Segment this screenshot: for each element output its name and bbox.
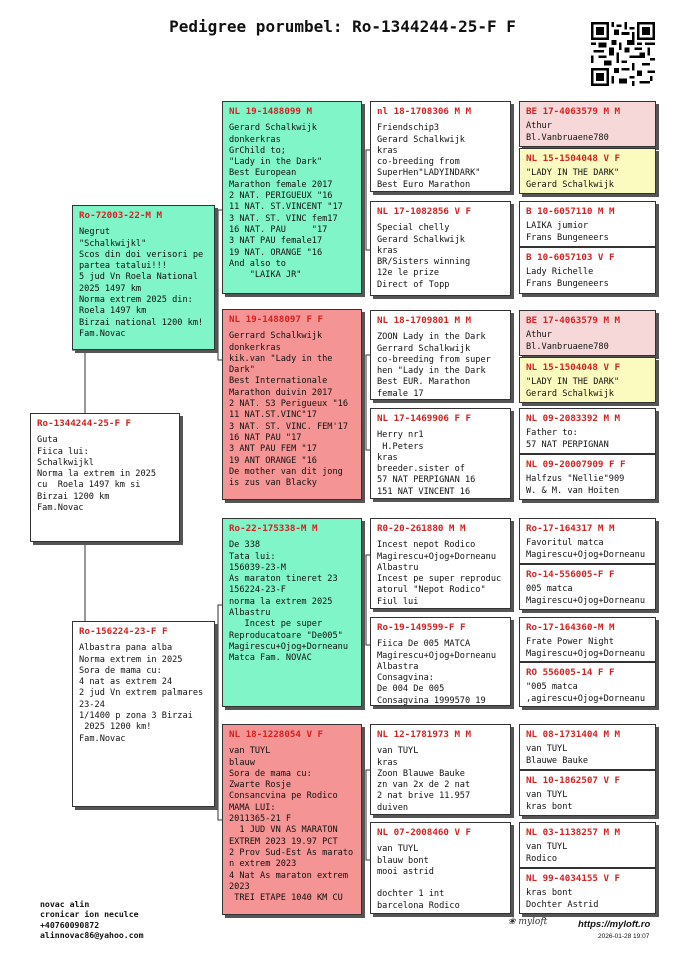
father-card[interactable]: [72, 205, 215, 350]
gen5-card[interactable]: [519, 357, 656, 403]
gen3-ring: NL 18-1228054 V F: [229, 729, 324, 740]
gen5-card[interactable]: [519, 247, 656, 294]
gen5-card[interactable]: [519, 518, 656, 564]
gen3-card[interactable]: [222, 724, 362, 915]
gen5-ring: NL 10-1862507 V F: [526, 775, 621, 786]
gen4-card[interactable]: [370, 617, 511, 706]
gen3-ring: NL 19-1488097 F F: [229, 314, 324, 325]
gen5-card[interactable]: [519, 454, 656, 500]
owner-name: novac alin: [40, 899, 90, 909]
gen4-text: ZOON Lady in the Dark Gerrard Schalkwijk co-breeding from super hen "Lady in the Dark Best EUR. Marathon female 17: [377, 332, 491, 399]
gen3-card[interactable]: [222, 309, 362, 500]
logo-text: myloft: [518, 917, 548, 927]
gen4-ring: R0-20-261880 M M: [377, 523, 466, 534]
gen4-card[interactable]: [370, 518, 511, 609]
gen5-ring: NL 08-1731404 M M: [526, 729, 621, 740]
owner-phone: +40760090872: [40, 919, 100, 930]
subject-ring: Ro-1344244-25-F F: [37, 418, 132, 429]
gen4-text: van TUYL blauw bont mooi astrid dochter 1 int barcelona Rodico: [377, 844, 460, 911]
gen5-ring: NL 09-2083392 M M: [526, 413, 621, 424]
mother-card[interactable]: [72, 621, 215, 807]
gen5-text: Father to: 57 NAT PERPIGNAN: [526, 428, 609, 450]
subject-text: Guta Fiica lui: Schalkwijkl Norma la extrem in 2025 cu Roela 1497 km si Birzai 1200 km Fam.Novac: [37, 435, 156, 514]
page-title: Pedigree porumbel: Ro-1344244-25-F F: [169, 17, 516, 36]
mother-text: Albastra pana alba Norma extrem in 2025 Sora de mama cu: 4 nat as extrem 24 2 jud Vn extrem palmares 23-24 1/1400 p zona 3 Birzai 2025 1200 km! Fam.Novac: [79, 643, 204, 744]
gen4-text: van TUYL kras Zoon Blauwe Bauke zn van 2x de 2 nat 2 nat brive 11.957 duiven: [377, 746, 471, 813]
mother-ring: Ro-156224-23-F F: [79, 626, 168, 637]
gen5-text: 005 matca Magirescu+Ojog+Dorneanu: [526, 584, 645, 606]
owner-line2: cronicar ion neculce: [40, 909, 139, 920]
gen4-ring: NL 12-1781973 M M: [377, 729, 472, 740]
gen5-text: van TUYL Rodico: [526, 842, 568, 864]
gen5-ring: Ro-14-556005-F F: [526, 569, 615, 580]
gen5-card[interactable]: [519, 101, 656, 147]
gen3-card[interactable]: [222, 101, 362, 294]
gen3-text: van TUYL blauw Sora de mama cu: Zwarte Rosje Consancvina pe Rodico MAMA LUI: 2011365-21 F 1 JUD VN AS MARATON EXTREM 2023 19.97 PCT 2 Prov Sud-Est As marato n extrem 2023 4 Nat As maraton extrem 2023 TREI ETAPE 1040 KM CU: [229, 746, 354, 904]
gen4-text: Special chelly Gerard Schalkwijk kras BR/Sisters winning 12e le prize Direct of Topp: [377, 223, 471, 290]
gen5-ring: B 10-6057110 M M: [526, 206, 615, 217]
gen5-ring: NL 15-1504048 V F: [526, 153, 621, 164]
owner-info: [40, 899, 144, 941]
gen5-text: Lady Richelle Frans Bungeneers: [526, 267, 609, 289]
gen3-card[interactable]: [222, 518, 362, 707]
footer-url[interactable]: https://myloft.ro: [578, 919, 651, 930]
gen5-ring: BE 17-4063579 M M: [526, 106, 621, 117]
father-ring: Ro-72003-22-M M: [79, 210, 162, 221]
footer-date: 2026-01-28 19:07: [598, 933, 650, 940]
gen5-text: van TUYL Blauwe Bauke: [526, 744, 589, 766]
owner-email[interactable]: alinnovac86@yahoo.com: [40, 930, 144, 941]
gen4-card[interactable]: [370, 201, 511, 296]
gen5-text: Favoritul matca Magirescu+Ojog+Dorneanu: [526, 538, 645, 560]
gen4-ring: NL 18-1709801 M M: [377, 315, 472, 326]
gen5-card[interactable]: [519, 662, 656, 707]
gen5-ring: Ro-17-164317 M M: [526, 523, 615, 534]
gen3-text: Gerard Schalkwijk donkerkras GrChild to; "Lady in the Dark" Best European Marathon female 2017 2 NAT. PERIGUEUX "16 11 NAT. ST.VINCENT "17 3 NAT. ST. VINC fem17 16 NAT. PAU "17 3 NAT PAU female17 19 NAT. ORANGE "16 And also to "LAIKA JR": [229, 123, 343, 281]
gen4-text: Friendschip3 Gerard Schalkwijk kras co-breeding from SuperHen"LADYINDARK" Best Euro Marathon: [377, 123, 481, 190]
gen4-text: Incest nepot Rodico Magirescu+Ojog+Dorneanu Albastru Incest pe super reproduc atorul "Nepot Rodico" Fiul lui: [377, 540, 502, 607]
gen5-card[interactable]: [519, 617, 656, 662]
gen5-ring: NL 15-1504048 V F: [526, 362, 621, 373]
gen5-text: Athur Bl.Vanbruaene780: [526, 121, 609, 143]
gen5-text: van TUYL kras bont: [526, 790, 573, 812]
gen5-text: "LADY IN THE DARK" Gerard Schalkwijk: [526, 377, 620, 399]
gen5-card[interactable]: [519, 148, 656, 194]
gen3-text: Gerrard Schalkwijk donkerkras kik.van "Lady in the Dark" Best Internationale Marathon duivin 2017 2 NAT. S3 Perigueux "16 11 NAT.ST.VINC"17 3 NAT. ST. VINC. FEM'17 16 NAT PAU "17 3 ANT PAU FEM "17 19 ANT ORANGE "16 De mother van dit jong is zus van Blacky: [229, 331, 348, 489]
gen5-text: Athur Bl.Vanbruaene780: [526, 330, 609, 352]
gen4-card[interactable]: [370, 724, 511, 815]
myloft-logo: [508, 917, 547, 927]
gen3-text: De 338 Tata lui: 156039-23-M As maraton tineret 23 156224-23-F norma la extrem 2025 Albastru Incest pe super Reproducatoare "De005" Magirescu+Ojog+Dorneanu Matca Fam. NOVAC: [229, 540, 348, 664]
gen5-text: "005 matca ,agirescu+Ojog+Dorneanu: [526, 682, 645, 704]
gen5-ring: NL 03-1138257 M M: [526, 827, 621, 838]
gen5-text: kras bont Dochter Astrid: [526, 888, 599, 910]
gen5-text: Halfzus "Nellie"909 W. & M. van Hoiten: [526, 474, 625, 496]
gen5-ring: B 10-6057103 V F: [526, 252, 615, 263]
gen4-card[interactable]: [370, 408, 511, 499]
gen4-card[interactable]: [370, 101, 511, 192]
gen5-ring: RO 556005-14 F F: [526, 667, 615, 678]
gen5-card[interactable]: [519, 868, 656, 914]
gen5-text: LAIKA jumior Frans Bungeneers: [526, 221, 609, 243]
gen4-card[interactable]: [370, 822, 511, 914]
gen5-card[interactable]: [519, 201, 656, 247]
gen4-card[interactable]: [370, 310, 511, 400]
gen4-ring: NL 07-2008460 V F: [377, 827, 472, 838]
gen3-ring: NL 19-1488099 M: [229, 106, 312, 117]
gen5-card[interactable]: [519, 822, 656, 868]
gen5-ring: NL 99-4034155 V F: [526, 873, 621, 884]
gen5-ring: BE 17-4063579 M M: [526, 315, 621, 326]
gen5-ring: NL 09-20007909 F F: [526, 459, 626, 470]
gen3-ring: Ro-22-175338-M M: [229, 523, 318, 534]
gen4-ring: NL 17-1469906 F F: [377, 413, 472, 424]
gen4-ring: Ro-19-149599-F F: [377, 622, 466, 633]
father-text: Negrut "Schalkwijkl" Scos din doi verisori pe partea tatalui!!! 5 jud Vn Roela National 2025 1497 km Norma extrem 2025 din: Roela 1497 km Birzai national 1200 km! Fam.Novac: [79, 227, 204, 339]
subject-card[interactable]: [30, 413, 180, 542]
gen5-card[interactable]: [519, 564, 656, 610]
pigeon-icon: ❀: [508, 917, 516, 927]
gen4-ring: NL 17-1082856 V F: [377, 206, 472, 217]
gen5-ring: Ro-17-164360-M M: [526, 622, 615, 633]
gen5-card[interactable]: [519, 408, 656, 454]
gen5-card[interactable]: [519, 770, 656, 816]
gen4-text: Fiica De 005 MATCA Magirescu+Ojog+Dorneanu Albastra Consagvina: De 004 De 005 Consagvina 1999570 19: [377, 639, 496, 706]
gen5-card[interactable]: [519, 310, 656, 356]
gen4-ring: nl 18-1708306 M M: [377, 106, 472, 117]
gen5-card[interactable]: [519, 724, 656, 770]
gen5-text: Frate Power Night Magirescu+Ojog+Dorneanu: [526, 637, 645, 659]
gen5-text: "LADY IN THE DARK" Gerard Schalkwijk: [526, 168, 620, 190]
gen4-text: Herry nr1 H.Peters kras breeder.sister of 57 NAT PERPIGNAN 16 151 NAT VINCENT 16: [377, 430, 476, 497]
